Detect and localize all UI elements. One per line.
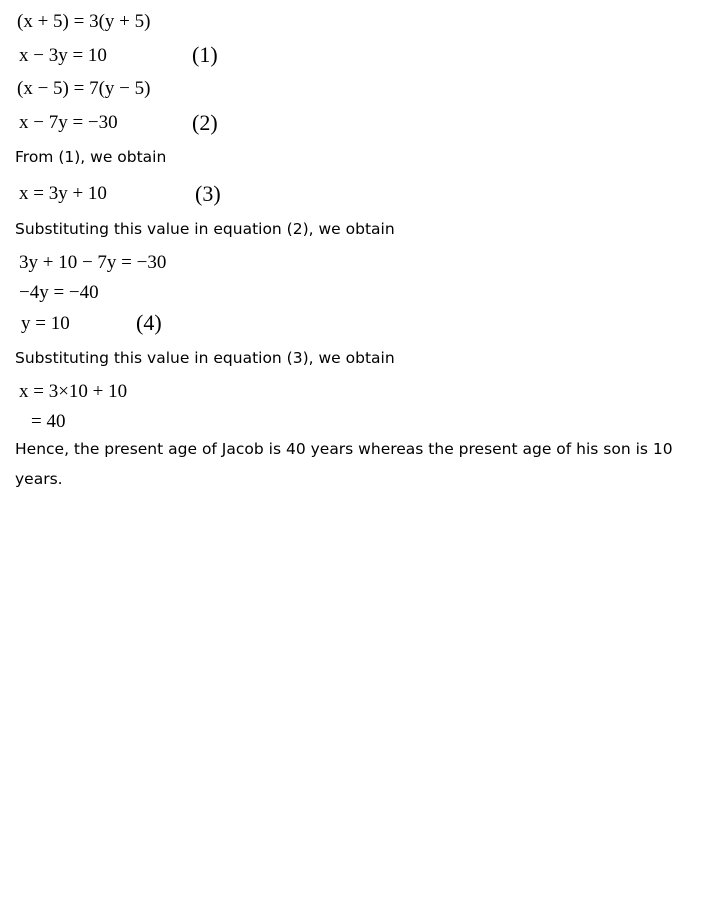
text-substitute-into-2: Substituting this value in equation (2), we obtain [15, 220, 395, 238]
equation-x-result: = 40 [31, 411, 66, 432]
equation-tag-3: (3) [195, 181, 221, 206]
equation-age-relation-future: (x + 5) = 3(y + 5) [17, 11, 151, 32]
conclusion-line-1: Hence, the present age of Jacob is 40 years whereas the present age of his son is 10 [15, 440, 673, 458]
equation-3: x = 3y + 10 [19, 183, 107, 204]
equation-age-relation-past: (x − 5) = 7(y − 5) [17, 78, 151, 99]
equation-tag-4: (4) [136, 310, 162, 335]
equation-1: x − 3y = 10 [19, 45, 107, 66]
equation-tag-2: (2) [192, 110, 218, 135]
equation-4: y = 10 [21, 313, 70, 334]
conclusion-line-2: years. [15, 470, 63, 488]
text-substitute-into-3: Substituting this value in equation (3), we obtain [15, 349, 395, 367]
equation-simplified: −4y = −40 [19, 282, 99, 303]
equation-substituted: 3y + 10 − 7y = −30 [19, 252, 167, 273]
equation-x-evaluation: x = 3×10 + 10 [19, 381, 128, 402]
equation-tag-1: (1) [192, 42, 218, 67]
equation-2: x − 7y = −30 [19, 112, 118, 133]
text-from-equation-1: From (1), we obtain [15, 148, 167, 166]
